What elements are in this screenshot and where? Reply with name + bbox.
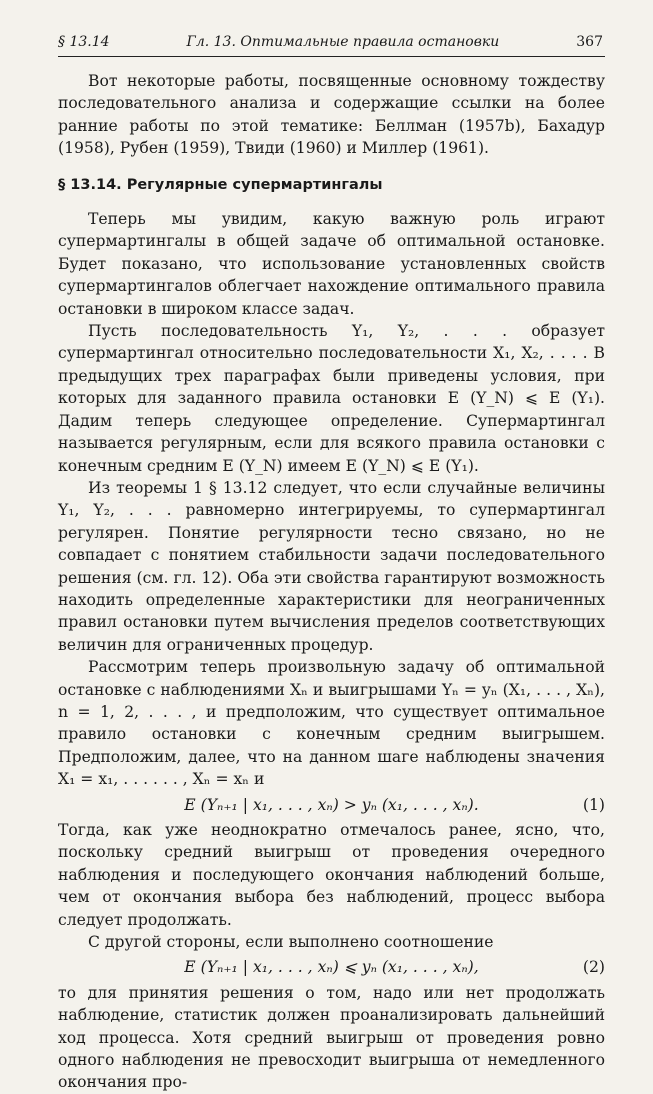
paragraph-continue: Тогда, как уже неоднократно отмечалось ранее, ясно, что, поскольку средний выигрыш от проведения очередного наблюдения и последующего окончания наблюдений больше, чем от окончания выбора без наблюдений, процесс выбора следует продолжать. — [58, 821, 605, 929]
paragraph-references: Вот некоторые работы, посвященные основному тождеству последовательного анализа и содержащие ссылки на более ранние работы по этой тематике: Беллман (1957b), Бахадур (1958), Рубен (1959), Твиди (1960) и Миллер (1961). — [58, 72, 605, 158]
formula-1 — [58, 794, 605, 816]
header-rule — [58, 56, 605, 57]
paragraph-other-side: С другой стороны, если выполнено соотношение — [88, 933, 494, 952]
paragraph-final: то для принятия решения о том, надо или нет продолжать наблюдение, статистик должен проанализировать дальнейший ход процесса. Хотя средний выигрыш от проведения ровно одного наблюдения не превосходит выигрыша от немедленного окончания про- — [58, 983, 605, 1092]
formula-1-number: (1) — [582, 795, 605, 814]
header-title: Гл. 13. Оптимальные правила остановки — [186, 34, 500, 50]
formula-2-number: (2) — [582, 958, 605, 977]
formula-2-expr: E (Yₙ₊₁ | x₁, . . . , xₙ) ⩽ yₙ (x₁, . . . , xₙ), — [184, 958, 479, 977]
formula-1-expr: E (Yₙ₊₁ | x₁, . . . , xₙ) > yₙ (x₁, . . . , xₙ). — [184, 795, 479, 814]
page-body — [58, 70, 605, 1094]
paragraph-theorem: Из теоремы 1 § 13.12 следует, что если случайные величины Y₁, Y₂, . . . равномерно интегрируемы, то супермартингал регулярен. Понятие регулярности тесно связано, но не совпадает с понятием стабильности задачи последовательного решения (см. гл. 12). Оба эти свойства гарантируют возможность находить определенные характеристики для неограниченных правил остановки путем вычисления пределов соответствующих величин для ограниченных процедур. — [58, 478, 605, 654]
paragraph-problem: Рассмотрим теперь произвольную задачу об оптимальной остановке с наблюдениями Xₙ и выигрышами Yₙ = yₙ (X₁, . . . , Xₙ), n = 1, 2, . . . , и предположим, что существует оптимальное правило остановки с конечным средним выигрышем. Предположим, далее, что на данном шаге наблюдены значения X₁ = x₁, . . . . . . , Xₙ = xₙ и — [58, 658, 605, 789]
paragraph-definition: Пусть последовательность Y₁, Y₂, . . . образует супермартингал относительно последовательности X₁, X₂, . . . . В предыдущих трех параграфах были приведены условия, при которых для заданного правила остановки E (Y_N) ⩽ E (Y₁). Дадим теперь следующее определение. Супермартингал называется регулярным, если для всякого правила остановки с конечным средним E (Y_N) имеем E (Y_N) ⩽ E (Y₁). — [58, 322, 605, 475]
header-section: § 13.14 — [58, 34, 110, 50]
paragraph-intro: Теперь мы увидим, какую важную роль играют супермартингалы в общей задаче об оптимальной остановке. Будет показано, что использование установленных свойств супермартингалов облегчает нахождение оптимального правила остановки в широком классе задач. — [58, 210, 605, 318]
running-header — [58, 34, 603, 50]
section-heading: § 13.14. Регулярные супермартингалы — [58, 176, 383, 193]
page-number: 367 — [576, 34, 603, 50]
formula-2 — [58, 956, 605, 978]
